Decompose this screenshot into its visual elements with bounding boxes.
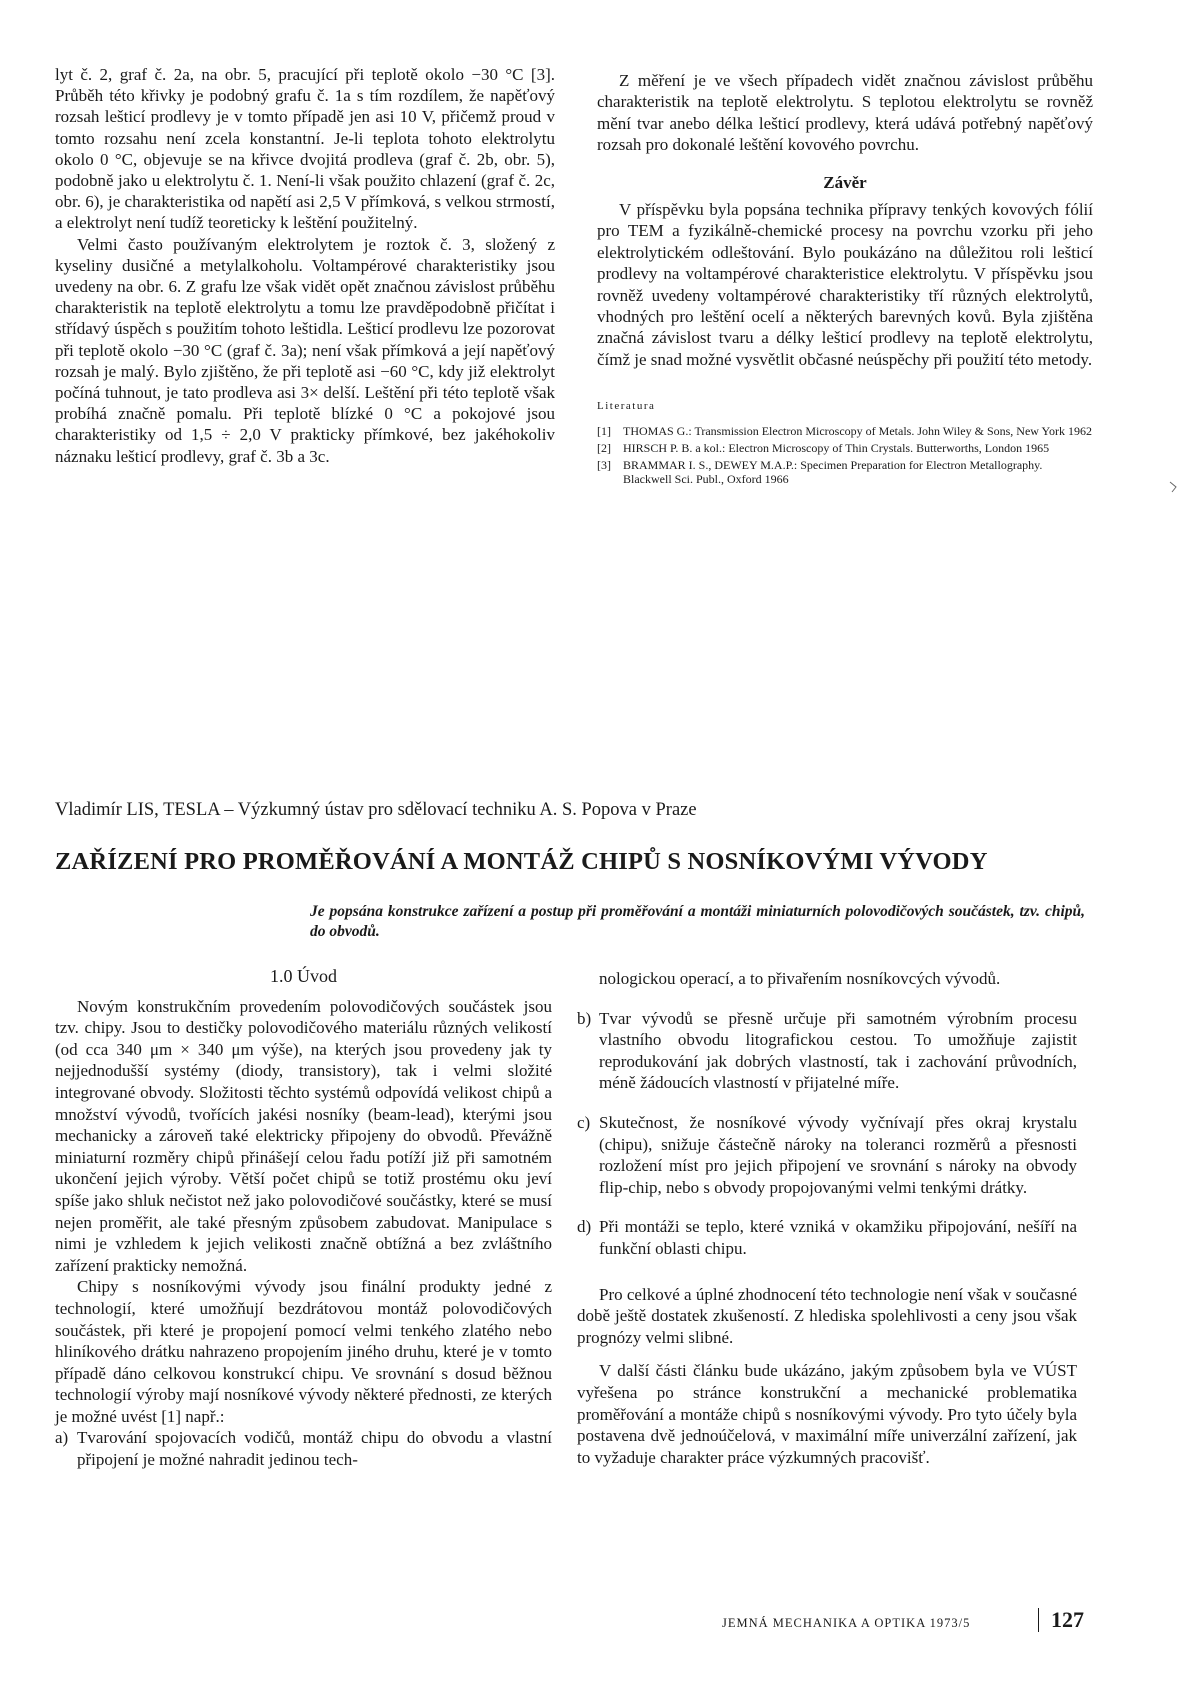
conclusion-paragraph: V příspěvku byla popsána technika přípravy tenkých kovových fólií pro TEM a fyzikálně-chemické procesy na povrchu vzorku při jeho elektrolytickém odleštování. Bylo poukázáno na důležitou roli lešticí prodlevy na voltampérové charakteristice elektrolytu. V příspěvku jsou rovněž uvedeny voltampérové charakteristiky tří různých elektrolytů, vhodných pro leštění ocelí a některých barevných kovů. Byla zjištěna značná závislost tvaru a délky lešticí prodlevy na teplotě elektrolytu, čímž je snad možné vysvětlit občasné neúspěchy při použití této metody.: [597, 200, 1093, 369]
page-number: 127: [1038, 1608, 1084, 1632]
list-item: [577, 1216, 1077, 1259]
list-item: [55, 1427, 552, 1470]
paragraph: Z měření je ve všech případech vidět značnou závislost průběhu charakteristik na teplotě elektrolytu. S teplotou elektrolytu se rovněž mění tvar anebo délka lešticí prodlevy, která udává potřebný napěťový rozsah pro dokonalé leštění kovového povrchu.: [597, 71, 1093, 155]
list-item-text: Tvarování spojovacích vodičů, montáž chipu do obvodu a vlastní připojení je možné nahradit jedinou tech-: [77, 1428, 552, 1470]
reference-number: [2]: [597, 440, 611, 455]
paragraph: Pro celkové a úplné zhodnocení této technologie není však v současné době ještě dostatek zkušeností. Z hlediska spolehlivosti a ceny jsou však prognózy velmi slibné.: [577, 1284, 1077, 1347]
top-left-column: [55, 64, 555, 467]
scan-mark-icon: [1168, 480, 1178, 494]
journal-footer: JEMNÁ MECHANIKA A OPTIKA 1973/5: [722, 1616, 971, 1630]
reference-text: THOMAS G.: Transmission Electron Microscopy of Metals. John Wiley & Sons, New York 1962: [623, 423, 1092, 438]
paragraph: lyt č. 2, graf č. 2a, na obr. 5, pracující při teplotě okolo −30 °C [3]. Průběh této křivky je podobný grafu č. 1a s tím rozdílem, že napěťový rozsah lešticí prodlevy je v tomto případě jen asi 10 V, přičemž proud v tomto rozsahu není zcela konstantní. Je-li teplota tohoto elektrolytu okolo 0 °C, objevuje se na křivce dvojitá prodleva (graf č. 2b, obr. 5), podobně jako u elektrolytu č. 1. Není-li však použito chlazení (graf č. 2c, obr. 6), je charakteristika od napětí asi 2,5 V přímková, s velkou strmostí, a elektrolyt není tudíž teoreticky k leštění použitelný.: [55, 65, 555, 233]
article-title: ZAŘÍZENÍ PRO PROMĚŘOVÁNÍ A MONTÁŽ CHIPŮ S NOSNÍKOVÝMI VÝVODY: [55, 848, 988, 875]
list-item: [577, 1008, 1077, 1094]
list-item-label: c): [577, 1112, 591, 1132]
list-item-label: b): [577, 1008, 592, 1028]
section-heading: 1.0 Úvod: [270, 966, 337, 986]
list-item-continuation: [577, 968, 1077, 990]
reference-number: [1]: [597, 423, 611, 438]
reference-item: [597, 424, 1093, 438]
list-item-label: d): [577, 1217, 592, 1237]
paragraph: Velmi často používaným elektrolytem je roztok č. 3, složený z kyseliny dusičné a metylalkoholu. Voltampérové charakteristiky jsou uvedeny na obr. 6. Z grafu lze však vidět opět značnou závislost průběhu charakteristik na teplotě elektrolytu a tomu lze pravděpodobně přičítat i střídavý úspěch s použitím tohoto leštidla. Lešticí prodlevu lze pozorovat při teplotě okolo −30 °C (graf č. 3a); není však přímková a její napěťový rozsah je malý. Bylo zjištěno, že při teplotě asi −60 °C, kdy již elektrolyt počíná tuhnout, je tato prodleva asi 3× delší. Leštění při této teplotě však probíhá značně pomalu. Při teplotě blízké 0 °C a pokojové jsou charakteristiky od 1,5 ÷ 2,0 V prakticky přímkové, bez jakéhokoliv náznaku lešticí prodlevy, graf č. 3b a 3c.: [55, 234, 555, 466]
list-item-label: a): [55, 1428, 69, 1448]
conclusion-heading: Závěr: [823, 172, 867, 192]
reference-item: [597, 441, 1093, 455]
reference-list: [597, 424, 1093, 486]
bottom-right-column: [577, 968, 1077, 1468]
article-byline: Vladimír LIS, TESLA – Výzkumný ústav pro sdělovací techniku A. S. Popova v Praze: [55, 800, 697, 820]
top-right-column: [597, 70, 1093, 489]
list-item: [577, 1112, 1077, 1198]
list-item-text: Tvar vývodů se přesně určuje při samotném výrobním procesu vlastního obvodu litografickou cestou. To umožňuje zajistit reprodukování jak dobrých vlastností, tak i zachování průvodních, méně žádoucích vlastností v přijatelné míře.: [599, 1008, 1077, 1093]
list-item-text: nologickou operací, a to přivařením nosníkovcých vývodů.: [599, 969, 1001, 988]
paragraph: V další části článku bude ukázáno, jakým způsobem byla ve VÚST vyřešena po stránce konstrukční a mechanické problematika proměřování a montáže chipů s nosníkovými vývody. Pro tyto účely byla postavena dvě jednoúčelová, v maximální míře univerzální zařízení, jak to vyžaduje charakter práce výzkumných pracovišť.: [577, 1361, 1077, 1467]
article-abstract: Je popsána konstrukce zařízení a postup při proměřování a montáži miniaturních polovodičových součástek, tzv. chipů, do obvodů.: [310, 903, 1085, 940]
paragraph: Novým konstrukčním provedením polovodičových součástek jsou tzv. chipy. Jsou to destičky polovodičového materiálu různých velikostí (od cca 340 μm × 340 μm výše), na kterých jsou provedeny jak ty nejjednodušší systémy (diody, transistory), tak i velmi složité integrované obvody. Složitosti těchto systémů odpovídá velikost chipů a množství vývodů, tvořících jakési nosníky (beam-lead), kterými jsou mechanicky a zároveň také elektricky připojeny do obvodů. Převážně miniaturní rozměry chipů přinášejí celou řadu potíží již při samotném ukončení jejich výroby. Větší počet chipů se totiž prostému oku jeví spíše jako shluk nečistot než jako polovodičové součástky, které se musí nejen proměřit, ale také přesným způsobem zabudovat. Manipulace s nimi je vzhledem k jejich velikosti značně obtížná a bez zvláštního zařízení prakticky nemožná.: [55, 996, 552, 1275]
reference-text: HIRSCH P. B. a kol.: Electron Microscopy of Thin Crystals. Butterworths, London 1965: [623, 440, 1050, 455]
literature-heading: Literatura: [597, 400, 656, 413]
list-item-text: Skutečnost, že nosníkové vývody vyčnívají přes okraj krystalu (chipu), snižuje částečně nároky na toleranci rozměrů a přesnosti rozložení míst pro jejich připojení ve srovnání s nároky na obvody flip-chip, nebo s obvody propojovanými velmi tenkými drátky.: [599, 1112, 1077, 1197]
reference-number: [3]: [597, 457, 611, 472]
reference-text: BRAMMAR I. S., DEWEY M.A.P.: Specimen Preparation for Electron Metallography. Blackwell Sci. Publ., Oxford 1966: [623, 457, 1043, 486]
reference-item: [597, 458, 1093, 486]
list-item-text: Při montáži se teplo, které vzniká v okamžiku připojování, nešíří na funkční oblasti chipu.: [599, 1217, 1077, 1258]
bottom-left-column: [55, 966, 552, 1471]
paragraph: Chipy s nosníkovými vývody jsou finální produkty jedné z technologií, které umožňují bezdrátovou montáž polovodičových součástek, při které je propojení pomocí velmi tenkého zlatého nebo hliníkového drátku nahrazeno propojením jiného druhu, které je v tomto případě dáno celkovou konstrukcí chipu. Ve srovnání s dosud běžnou technologií výroby mají nosníkové vývody některé přednosti, ze kterých je možné uvést [1] např.:: [55, 1277, 552, 1426]
